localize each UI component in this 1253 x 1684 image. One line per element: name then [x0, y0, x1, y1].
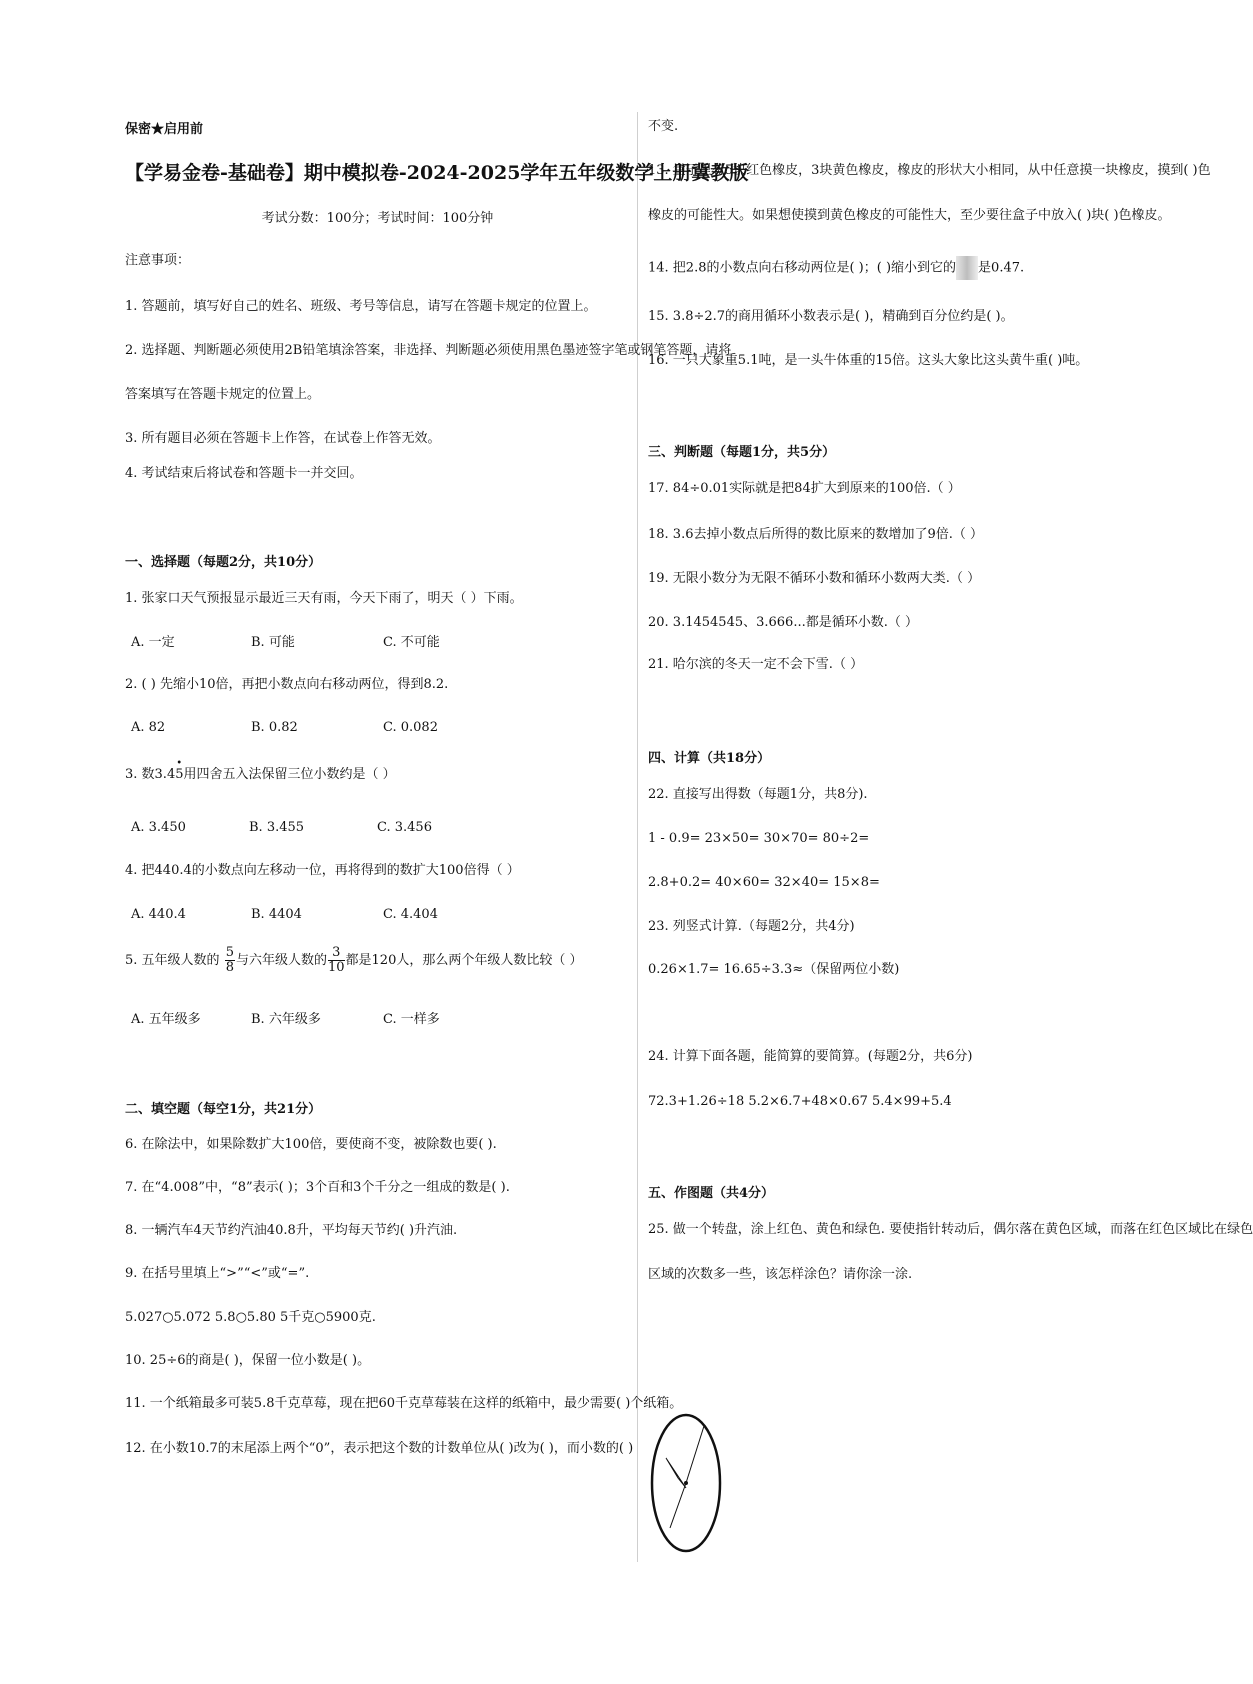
question-10: 10. 25÷6的商是( )，保留一位小数是( )。	[125, 1353, 371, 1368]
question-20: 20. 3.1454545、3.666...都是循环小数.（ ）	[648, 615, 918, 630]
question-8: 8. 一辆汽车4天节约汽油40.8升，平均每天节约( )升汽油.	[125, 1223, 458, 1238]
q5-frac2-den: 10	[327, 960, 345, 975]
spinner-divider-line	[670, 1483, 686, 1528]
q5-frac1-num: 5	[225, 945, 234, 960]
note-item: 1. 答题前，填写好自己的姓名、班级、考号等信息，请写在答题卡规定的位置上。	[125, 299, 597, 314]
page-title: 【学易金卷-基础卷】期中模拟卷-2024-2025学年五年级数学上册冀教版	[125, 162, 749, 184]
q5-frac2-num: 3	[328, 946, 345, 961]
q1-option-a: A. 一定	[131, 635, 175, 650]
note-item: 3. 所有题目必须在答题卡上作答，在试卷上作答无效。	[125, 431, 441, 446]
question-23-row: 0.26×1.7= 16.65÷3.3≈（保留两位小数)	[648, 962, 900, 977]
question-2: 2. ( ) 先缩小10倍，再把小数点向右移动两位，得到8.2.	[125, 677, 449, 692]
note-item: 2. 选择题、判断题必须使用2B铅笔填涂答案，非选择、判断题必须使用黑色墨迹签字笔或钢笔答题，请将	[125, 343, 732, 358]
question-25-line2: 区域的次数多一些，该怎样涂色？请你涂一涂.	[648, 1267, 913, 1282]
question-11: 11. 一个纸箱最多可装5.8千克草莓，现在把60千克草莓装在这样的纸箱中，最少需要( )个纸箱。	[125, 1396, 683, 1411]
spinner-center	[684, 1481, 688, 1485]
section-heading-judge: 三、判断题（每题1分，共5分）	[648, 445, 836, 460]
note-item: 4. 考试结束后将试卷和答题卡一并交回。	[125, 466, 363, 481]
q5-prefix: 5. 五年级人数的	[125, 953, 220, 968]
q2-option-c: C. 0.082	[383, 720, 438, 735]
q3-option-c: C. 3.456	[377, 820, 432, 835]
secret-mark: 保密★启用前	[125, 122, 204, 137]
q5-fraction-2	[328, 946, 345, 975]
q2-option-b: B. 0.82	[251, 720, 298, 735]
q4-option-a: A. 440.4	[131, 907, 186, 922]
q3-option-b: B. 3.455	[249, 820, 305, 835]
q14-suffix: 是0.47.	[978, 260, 1025, 276]
question-9: 9. 在括号里填上“>”“<”或“=”.	[125, 1266, 310, 1281]
question-14	[648, 256, 1024, 280]
notes-heading: 注意事项：	[125, 253, 191, 268]
question-16: 16. 一只大象重5.1吨，是一头牛体重的15倍。这头大象比这头黄牛重( )吨。	[648, 353, 1089, 368]
q5-option-c: C. 一样多	[383, 1012, 440, 1027]
section-heading-choice: 一、选择题（每题2分，共10分）	[125, 555, 322, 570]
question-7: 7. 在“4.008”中，“8”表示( )；3个百和3个千分之一组成的数是( ).	[125, 1180, 510, 1195]
q5-option-b: B. 六年级多	[251, 1012, 321, 1027]
q3-repeating-digit: • 5	[175, 766, 183, 784]
question-12-continued: 不变.	[648, 119, 679, 134]
spinner-diagram	[648, 1408, 728, 1558]
q2-option-a: A. 82	[131, 720, 166, 735]
question-3	[125, 766, 396, 784]
q3-option-a: A. 3.450	[131, 820, 186, 835]
q3-prefix: 3. 数3.4	[125, 767, 176, 782]
q5-suffix: 都是120人，那么两个年级人数比较（ ）	[345, 953, 583, 968]
q14-prefix: 14. 把2.8的小数点向右移动两位是( )；( )缩小到它的	[648, 260, 957, 276]
question-21: 21. 哈尔滨的冬天一定不会下雪.（ ）	[648, 657, 864, 672]
q4-option-b: B. 4404	[251, 907, 302, 922]
question-15: 15. 3.8÷2.7的商用循环小数表示是( )，精确到百分位约是( )。	[648, 309, 1014, 324]
question-17: 17. 84÷0.01实际就是把84扩大到原来的100倍.（ ）	[648, 481, 961, 496]
column-divider	[637, 112, 638, 1562]
question-13-line2: 橡皮的可能性大。如果想使摸到黄色橡皮的可能性大，至少要往盒子中放入( )块( )色橡皮。	[648, 208, 1171, 223]
question-22-row2: 2.8+0.2= 40×60= 32×40= 15×8=	[648, 875, 880, 890]
note-item: 答案填写在答题卡规定的位置上。	[125, 387, 321, 402]
q5-option-a: A. 五年级多	[131, 1012, 201, 1027]
exam-info: 考试分数：100分；考试时间：100分钟	[261, 211, 494, 226]
question-6: 6. 在除法中，如果除数扩大100倍，要使商不变，被除数也要( ).	[125, 1137, 497, 1152]
question-24-row: 72.3+1.26÷18 5.2×6.7+48×0.67 5.4×99+5.4	[648, 1094, 952, 1109]
spinner-divider-line	[686, 1426, 704, 1483]
q5-middle: 与六年级人数的	[235, 953, 327, 968]
question-1: 1. 张家口天气预报显示最近三天有雨，今天下雨了，明天（ ）下雨。	[125, 591, 523, 606]
q1-option-c: C. 不可能	[383, 635, 440, 650]
spinner-pointer	[666, 1458, 686, 1488]
q5-fraction-1	[225, 946, 235, 975]
question-5	[125, 946, 582, 976]
question-4: 4. 把440.4的小数点向左移动一位，再将得到的数扩大100倍得（ ）	[125, 863, 520, 878]
question-18: 18. 3.6去掉小数点后所得的数比原来的数增加了9倍.（ ）	[648, 527, 984, 542]
section-heading-fill: 二、填空题（每空1分，共21分）	[125, 1102, 322, 1117]
section-heading-draw: 五、作图题（共4分）	[648, 1186, 775, 1201]
section-heading-calc: 四、计算（共18分）	[648, 751, 771, 766]
question-12: 12. 在小数10.7的末尾添上两个“0”，表示把这个数的计数单位从( )改为( )，而小数的( )	[125, 1441, 634, 1456]
question-22-row1: 1 - 0.9= 23×50= 30×70= 80÷2=	[648, 831, 870, 846]
q3-suffix: 用四舍五入法保留三位小数约是（ ）	[183, 767, 396, 782]
q1-option-b: B. 可能	[251, 635, 295, 650]
question-22: 22. 直接写出得数（每题1分，共8分).	[648, 787, 868, 802]
q5-frac1-den: 8	[225, 960, 234, 975]
question-13-line1: 13. 盒子里有5块红色橡皮，3块黄色橡皮，橡皮的形状大小相同，从中任意摸一块橡皮，摸到( )色	[648, 163, 1211, 178]
question-24: 24. 计算下面各题，能简算的要简算。(每题2分，共6分)	[648, 1049, 973, 1064]
question-9-items: 5.027○5.072 5.8○5.80 5千克○5900克.	[125, 1310, 376, 1325]
q4-option-c: C. 4.404	[383, 907, 438, 922]
blurred-fraction	[956, 256, 978, 280]
question-25-line1: 25. 做一个转盘，涂上红色、黄色和绿色. 要使指针转动后，偶尔落在黄色区域，而落在红色区域比在绿色	[648, 1222, 1253, 1237]
question-23: 23. 列竖式计算.（每题2分，共4分)	[648, 919, 855, 934]
question-19: 19. 无限小数分为无限不循环小数和循环小数两大类.（ ）	[648, 571, 981, 586]
